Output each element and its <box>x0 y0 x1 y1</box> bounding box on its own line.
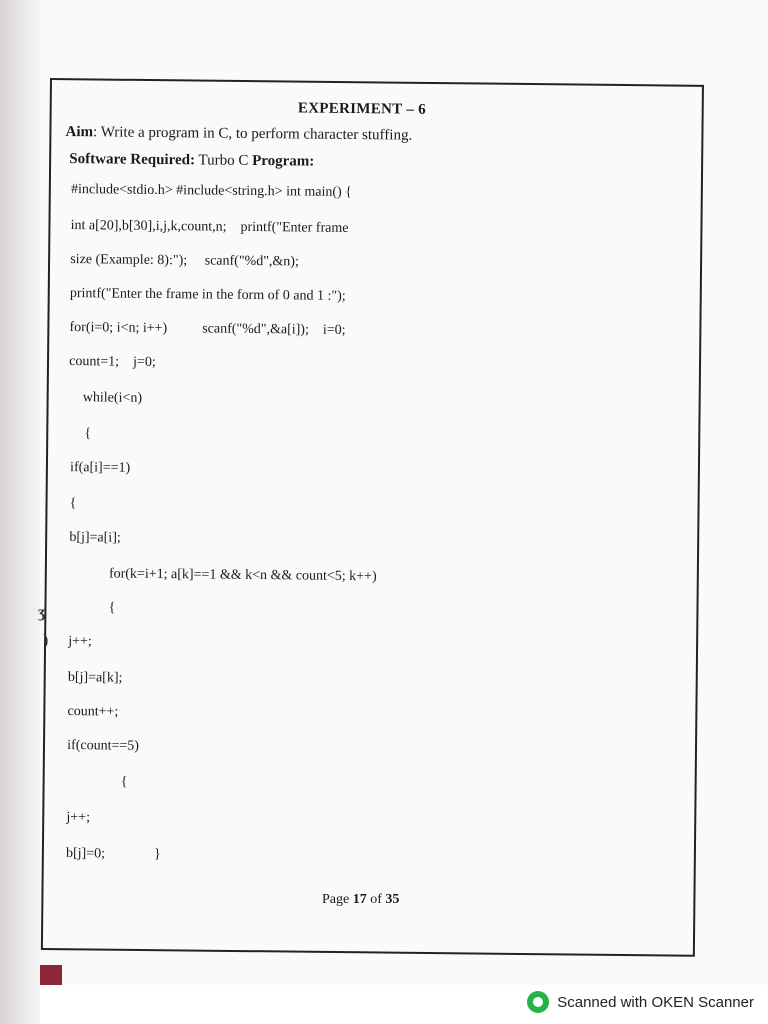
scanner-label: Scanned with OKEN Scanner <box>557 993 754 1011</box>
code-line: int a[20],b[30],i,j,k,count,n; printf("Enter frame <box>70 218 349 236</box>
code-line: #include<stdio.h> #include<string.h> int main() { <box>70 182 353 200</box>
code-line: { <box>120 774 128 790</box>
code-line: b[j]=a[i]; <box>69 530 121 546</box>
footer-page-number: 17 <box>352 892 367 907</box>
page-border <box>41 78 704 957</box>
code-line: printf("Enter the frame in the form of 0 and 1 :"); <box>69 286 346 304</box>
code-line: { <box>108 600 116 616</box>
code-line: count=1; j=0; <box>69 354 156 370</box>
software-line <box>69 151 314 171</box>
aim-line <box>66 124 413 145</box>
margin-mark: ) <box>43 632 49 649</box>
program-label: Program: <box>252 152 315 170</box>
code-line: if(count==5) <box>67 738 140 754</box>
code-line: for(k=i+1; a[k]==1 && k<n && count<5; k++) <box>108 566 377 585</box>
code-line: { <box>69 496 77 512</box>
footer-page-total: 35 <box>385 892 400 907</box>
software-text: Turbo C <box>194 152 253 169</box>
aim-text: : Write a program in C, to perform character stuffing. <box>93 124 413 144</box>
code-line: { <box>84 426 92 442</box>
footer-prefix: Page <box>322 892 353 907</box>
code-line: j++; <box>66 810 91 826</box>
code-line: if(a[i]==1) <box>70 460 131 476</box>
margin-mark: ʒ <box>38 604 46 621</box>
page-title: EXPERIMENT – 6 <box>297 100 427 118</box>
code-line: b[j]=a[k]; <box>67 670 123 686</box>
aim-label: Aim <box>65 123 94 141</box>
software-label: Software Required: <box>69 151 196 169</box>
code-line: for(i=0; i<n; i++) scanf("%d",&a[i]); i=0; <box>69 320 346 338</box>
code-line: b[j]=0; } <box>65 846 161 863</box>
code-line: while(i<n) <box>82 390 143 406</box>
binding-shadow <box>0 0 40 1024</box>
footer-mid: of <box>366 892 386 907</box>
page-corner-tab <box>40 965 62 985</box>
code-line: count++; <box>67 704 119 720</box>
scanner-watermark <box>527 990 754 1014</box>
code-line: size (Example: 8):"); scanf("%d",&n); <box>70 252 299 270</box>
code-line: j++; <box>68 634 92 650</box>
page-footer <box>322 892 399 908</box>
oken-scanner-logo-icon <box>527 991 549 1013</box>
